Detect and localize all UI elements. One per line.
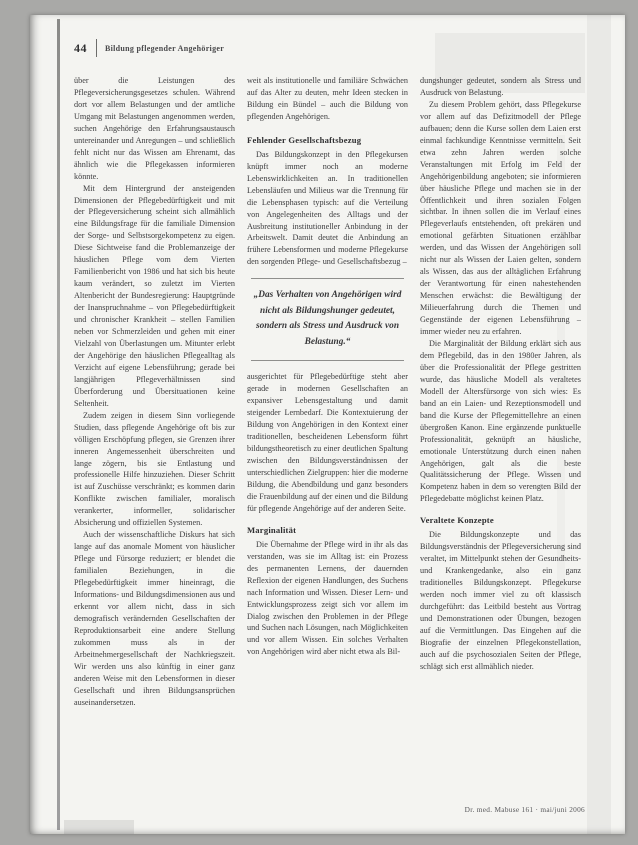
column-2 <box>247 75 408 817</box>
column-3 <box>420 75 581 817</box>
page-sheet <box>30 15 625 834</box>
column-layout <box>74 75 595 817</box>
body-paragraph: weit als institutionelle und familiäre Schwächen auf das Alter zu deuten, mehr Ideen stecken in Bildung ein Bündel – auch die Bildung von pflegenden Angehörigen. <box>247 76 408 121</box>
running-header <box>74 37 595 59</box>
page-content <box>74 37 595 820</box>
body-paragraph: Zu diesem Problem gehört, dass Pflegekurse vor allem auf das Defizitmodell der Pflege aufbauen; denn die Kurse sollen dem Laien erst einmal fachkundige Kenntnisse vermitteln. Seit etwa zehn Jahren werden solche Veranstaltungen mit Erfolg im Feld der Angehörigenbildung angeboten; sie informieren über häusliche Pflege und machen sie in der Öffentlichkeit und ihren sozialen Folgen sichtbar. In ihnen sollen die im Verlauf eines Pflegeverlaufs entstehenden, oft prekären und emotional gefärbten Situationen erzählbar werden, und das Wissen der Angehörigen soll nicht nur als Wissen der Laien gelten, sondern als Wissen, das aus der alltäglichen Erfahrung der Verantwortung für einen nahestehenden Menschen erwächst: die Bewältigung der Milieuerfahrung durch die Themen und Gegenstände der eigenen Lebensführung – immer wieder neu zu erfahren. <box>420 99 581 337</box>
scan-artifact <box>64 820 134 834</box>
body-paragraph: Auch der wissenschaftliche Diskurs hat sich lange auf das anomale Moment von häuslicher Pflege und Fürsorge reduziert; er blendet die familialen Beziehungen, in die Pflegebedürftigkeit immer hineinragt, die Informations- und Bildungsdimensionen aus und erkennt vor allem nicht, dass in sich demografisch verändernden Gesellschaften der Reproduktionsarbeit eine andere Stellung zukommen muss als in der Arbeitnehmergesellschaft der Nachkriegszeit. Wir werden uns also künftig in einer ganz anderen Weise mit den Lebensformen in dieser Gesellschaft und ihren Bildungsansprüchen auseinandersetzen. <box>74 530 235 707</box>
pull-quote: „Das Verhalten von Angehörigen wird nicht als Bildungshunger gedeutet, sondern als Stress und Ausdruck von Belastung.“ <box>251 278 404 361</box>
journal-footer: Dr. med. Mabuse 161 · mai/juni 2006 <box>464 805 585 814</box>
body-paragraph: Das Bildungskonzept in den Pflegekursen knüpft immer noch an moderne Lebenswirklichkeiten an. In traditionellen Lebensläufen und Milieus war die Trennung für die Lebensphasen typisch: auf die Verteilung von Angelegenheiten des Alltags und der Ausbreitung institutioneller Anbindung in der Arbeitswelt. Damit deutet die Anbindung an frühere Lebensformen und moderne Pflegekurse den sorgenden Pflege- und Gesellschaftsbezug – <box>247 149 408 267</box>
body-paragraph: über die Leistungen des Pflegeversicherungsgesetzes schulen. Während dort vor allem Belastungen und der amtliche Umgang mit Belastungen angenommen werden, suchen Angehörige den Erfahrungsaustausch untereinander und Anregungen – und schließlich fehlt nicht nur das Wissen am Ehrenamt, das ähnlich wie die Pflegekassen informieren könnte. <box>74 76 235 181</box>
body-paragraph: Die Marginalität der Bildung erklärt sich aus dem Pflegebild, das in den 1980er Jahren, als über die Professionalität der Pflege gestritten wurde, das häusliche Modell als veraltetes Modell der Altersfürsorge von sich wies: Es band an ein Laien- und Rezeptionsmodell und band die Kurse der Pflegemittellehre an einen übergroßen Kanon. Eine ergänzende punktuelle Professionalität, geknüpft an häusliche, emotionale Unterstützung durch einen nahen Angehörigen, galt als die beste Qualitätssicherung der Pflege. Wissen und Kompetenz haben in dem so verengten Bild der Pflegedebatte möglichst keinen Platz. <box>420 338 581 504</box>
running-header-title: Bildung pflegender Angehöriger <box>105 43 225 53</box>
body-paragraph: Die Übernahme der Pflege wird in ihr als das verstanden, was sie im Alltag ist: ein Prozess des permanenten Lernens, der dauernden Reflexion der eigenen Handlungen, des Suchens nach Information und Wissen. Dieser Lern- und Entwicklungsprozess zeigt sich vor allem im Dialog zwischen den Problemen in der Pflege und Suchen nach Lösungen, nach Möglichkeiten und vor allem Wissen. Ein solches Verhalten von Angehörigen wird aber nicht etwa als Bil- <box>247 539 408 657</box>
body-paragraph: dungshunger gedeutet, sondern als Stress und Ausdruck von Belastung. <box>420 76 581 97</box>
section-heading-veraltete-konzepte: Veraltete Konzepte <box>420 515 494 526</box>
header-divider <box>96 39 97 57</box>
column-1 <box>74 75 235 817</box>
scan-fold-line <box>57 19 60 830</box>
section-heading-marginalitaet: Marginalität <box>247 524 297 535</box>
body-paragraph: ausgerichtet für Pflegebedürftige steht aber gerade in modernen Gesellschaften an expansiver Lebensgestaltung und damit steigender Lernbedarf. Die Kontextuierung der Bildung von Angehörigen in den Kontext einer traditionellen, bescheidenen Lebensform führt bildungstheoretisch zu einer deutlichen Spaltung zwischen den Bildungsverständnissen der unterschiedlichen Zielgruppen: hier die moderne Bildung, die Abendbildung und ganz besonders die Frauenbildung auf der einen und die Bildung für pflegende Angehörige auf der anderen Seite. <box>247 372 408 513</box>
body-paragraph: Mit dem Hintergrund der ansteigenden Dimensionen der Pflegebedürftigkeit und mit der Pflegeversicherung scheint sich allmählich eine Bildungsfrage für die familiale Dimension der Sorge- und Selbstsorgekompetenz zu eigen. Diese Sichtweise fand die Problemanzeige der häuslichen Pflege vom dem Vierten Familienbericht von 1986 und hat sich bis heute kaum verändert, so zuletzt im Vierten Altenbericht der Bundesregierung: Hauptgründe der Inanspruchnahme – von Pflegebedürftigkeit und chronischer Krankheit – stellen Familien neben vor Schmerzleiden und gehen mit einer Vielzahl von Überlastungen um. Mitunter erlebt der Angehörige den häuslichen Pflegealltag als Verzicht auf eigene Lebensführung; gerade bei langjährigen Pflegeverhältnissen sind Überforderung und Übersituationen keine Seltenheit. <box>74 183 235 408</box>
page-number: 44 <box>74 40 87 55</box>
body-paragraph: Zudem zeigen in diesem Sinn vorliegende Studien, dass pflegende Angehörige oft bis zur völligen Erschöpfung pflegen, sie Grenzen ihrer inneren Angemessenheit überschreiten und lange zögern, bis sie Entlastung und professionelle Hilfe hinzuziehen. Dieser Schritt ist auf Zuschüsse verschränkt; es kommen darin Konflikte zwischen familialer, moralisch verankerter, informeller, solidarischer Absicherung und offiziellen Systemen. <box>74 410 235 528</box>
body-paragraph: Die Bildungskonzepte und das Bildungsverständnis der Pflegeversicherung sind veraltet, im Mittelpunkt stehen der Gesundheits- und Krankengedanke, also ein ganz traditionelles Bildungskonzept. Pflegekurse werden noch immer viel zu oft klassisch durchgeführt: das Leitbild besteht aus Vortrag und Demonstrationen oder Übungen, bezogen auf die Vermittlungen. Das Eingehen auf die Biografie der einzelnen Pflegekonstellation, auch auf die psychosozialen Seiten der Pflege, schlägt sich erst allmählich nieder. <box>420 530 581 671</box>
section-heading-fehlender-gesellschaftsbezug: Fehlender Gesellschaftsbezug <box>247 134 362 145</box>
